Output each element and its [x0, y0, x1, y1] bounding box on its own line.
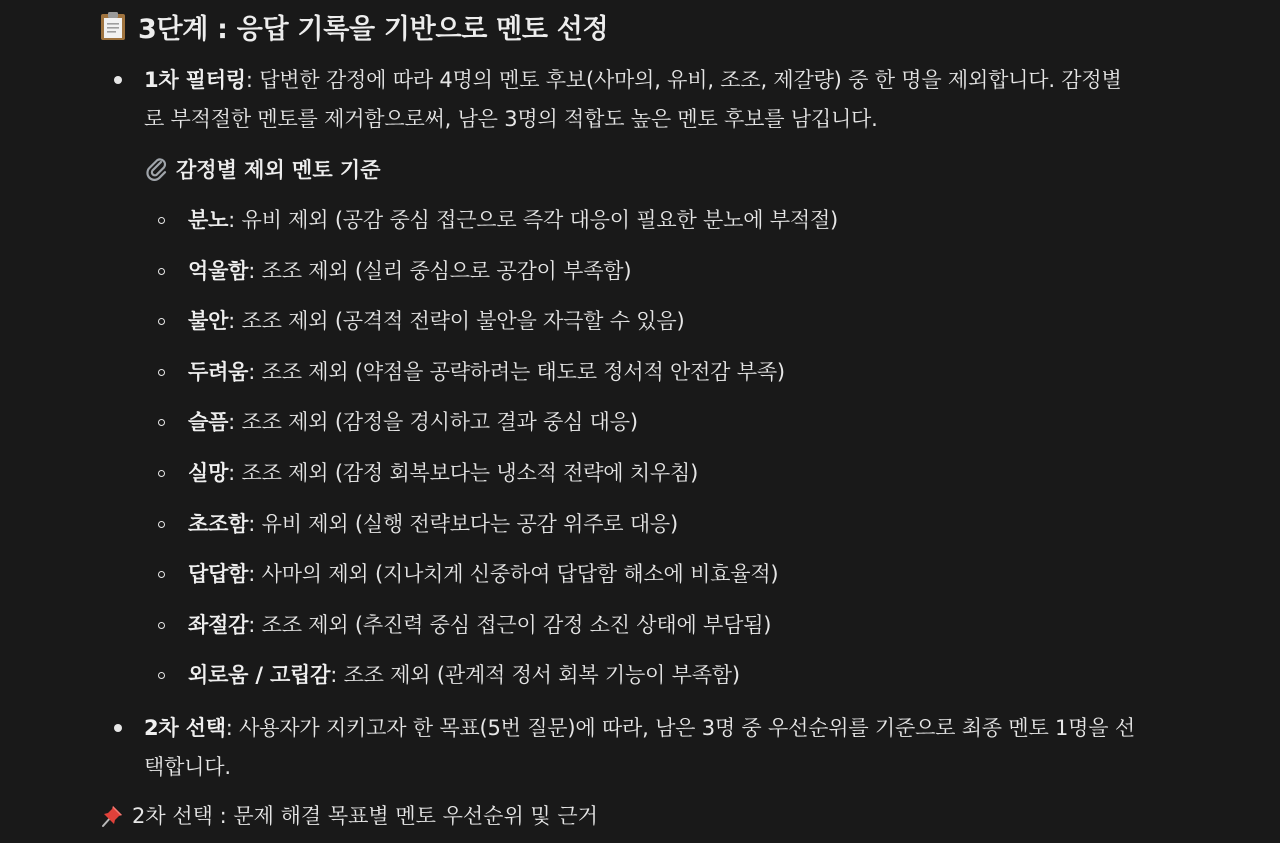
criteria-rule: : 유비 제외 (실행 전략보다는 공감 위주로 대응) [248, 512, 679, 536]
pushpin-icon [100, 802, 126, 828]
step1-label: 1차 필터링 [144, 68, 246, 92]
criteria-rule: : 사마의 제외 (지나치게 신중하여 답답함 해소에 비효율적) [248, 562, 779, 586]
criteria-emotion: 실망 [188, 461, 229, 485]
criteria-item [188, 510, 678, 538]
bullet-icon [114, 76, 122, 84]
sub-bullet-icon [158, 419, 165, 426]
criteria-item [188, 408, 638, 436]
criteria-rule: : 조조 제외 (관계적 정서 회복 기능이 부족함) [330, 663, 740, 687]
criteria-item [188, 358, 785, 386]
criteria-rule: : 조조 제외 (실리 중심으로 공감이 부족함) [248, 259, 632, 283]
criteria-item [188, 459, 698, 487]
criteria-item [188, 206, 838, 234]
criteria-item [188, 661, 740, 689]
sub-bullet-icon [158, 470, 165, 477]
criteria-rule: : 조조 제외 (감정 회복보다는 냉소적 전략에 치우침) [228, 461, 699, 485]
criteria-title: 감정별 제외 멘토 기준 [176, 158, 381, 182]
criteria-emotion: 답답함 [188, 562, 249, 586]
criteria-emotion: 초조함 [188, 512, 249, 536]
sub-bullet-icon [158, 672, 165, 679]
section-heading [100, 6, 608, 46]
criteria-emotion: 분노 [188, 208, 229, 232]
heading-text: 3단계 : 응답 기록을 기반으로 멘토 선정 [138, 13, 609, 45]
bullet-icon [114, 724, 122, 732]
footer-heading [100, 800, 598, 830]
criteria-rule: : 조조 제외 (공격적 전략이 불안을 자극할 수 있음) [228, 309, 685, 333]
step2-line2: 택합니다. [144, 755, 231, 779]
sub-bullet-icon [158, 369, 165, 376]
criteria-rule: : 유비 제외 (공감 중심 접근으로 즉각 대응이 필요한 분노에 부적절) [228, 208, 839, 232]
footer-text: 2차 선택 : 문제 해결 목표별 멘토 우선순위 및 근거 [132, 804, 598, 828]
sub-bullet-icon [158, 571, 165, 578]
sub-bullet-icon [158, 318, 165, 325]
criteria-emotion: 좌절감 [188, 613, 249, 637]
criteria-emotion: 슬픔 [188, 410, 229, 434]
clipboard-icon [100, 11, 126, 41]
criteria-rule: : 조조 제외 (약점을 공략하려는 태도로 정서적 안전감 부족) [248, 360, 785, 384]
criteria-item [188, 307, 684, 335]
criteria-item [188, 257, 631, 285]
criteria-heading [144, 154, 381, 184]
criteria-item [188, 560, 778, 588]
step2-line1 [144, 714, 1135, 742]
sub-bullet-icon [158, 521, 165, 528]
step2-label: 2차 선택 [144, 716, 226, 740]
criteria-rule: : 조조 제외 (감정을 경시하고 결과 중심 대응) [228, 410, 638, 434]
paperclip-icon [144, 156, 170, 182]
sub-bullet-icon [158, 217, 165, 224]
criteria-item [188, 611, 771, 639]
criteria-emotion: 두려움 [188, 360, 249, 384]
criteria-rule: : 조조 제외 (추진력 중심 접근이 감정 소진 상태에 부담됨) [248, 613, 772, 637]
sub-bullet-icon [158, 268, 165, 275]
step2-text-1: : 사용자가 지키고자 한 목표(5번 질문)에 따라, 남은 3명 중 우선순위를 기준으로 최종 멘토 1명을 선 [225, 716, 1135, 740]
step1-line1 [144, 66, 1122, 94]
criteria-emotion: 외로움 / 고립감 [188, 663, 331, 687]
criteria-emotion: 억울함 [188, 259, 249, 283]
sub-bullet-icon [158, 622, 165, 629]
criteria-emotion: 불안 [188, 309, 229, 333]
step1-line2: 로 부적절한 멘토를 제거함으로써, 남은 3명의 적합도 높은 멘토 후보를 남깁니다. [144, 107, 878, 131]
step1-text-1: : 답변한 감정에 따라 4명의 멘토 후보(사마의, 유비, 조조, 제갈량) 중 한 명을 제외합니다. 감정별 [245, 68, 1122, 92]
